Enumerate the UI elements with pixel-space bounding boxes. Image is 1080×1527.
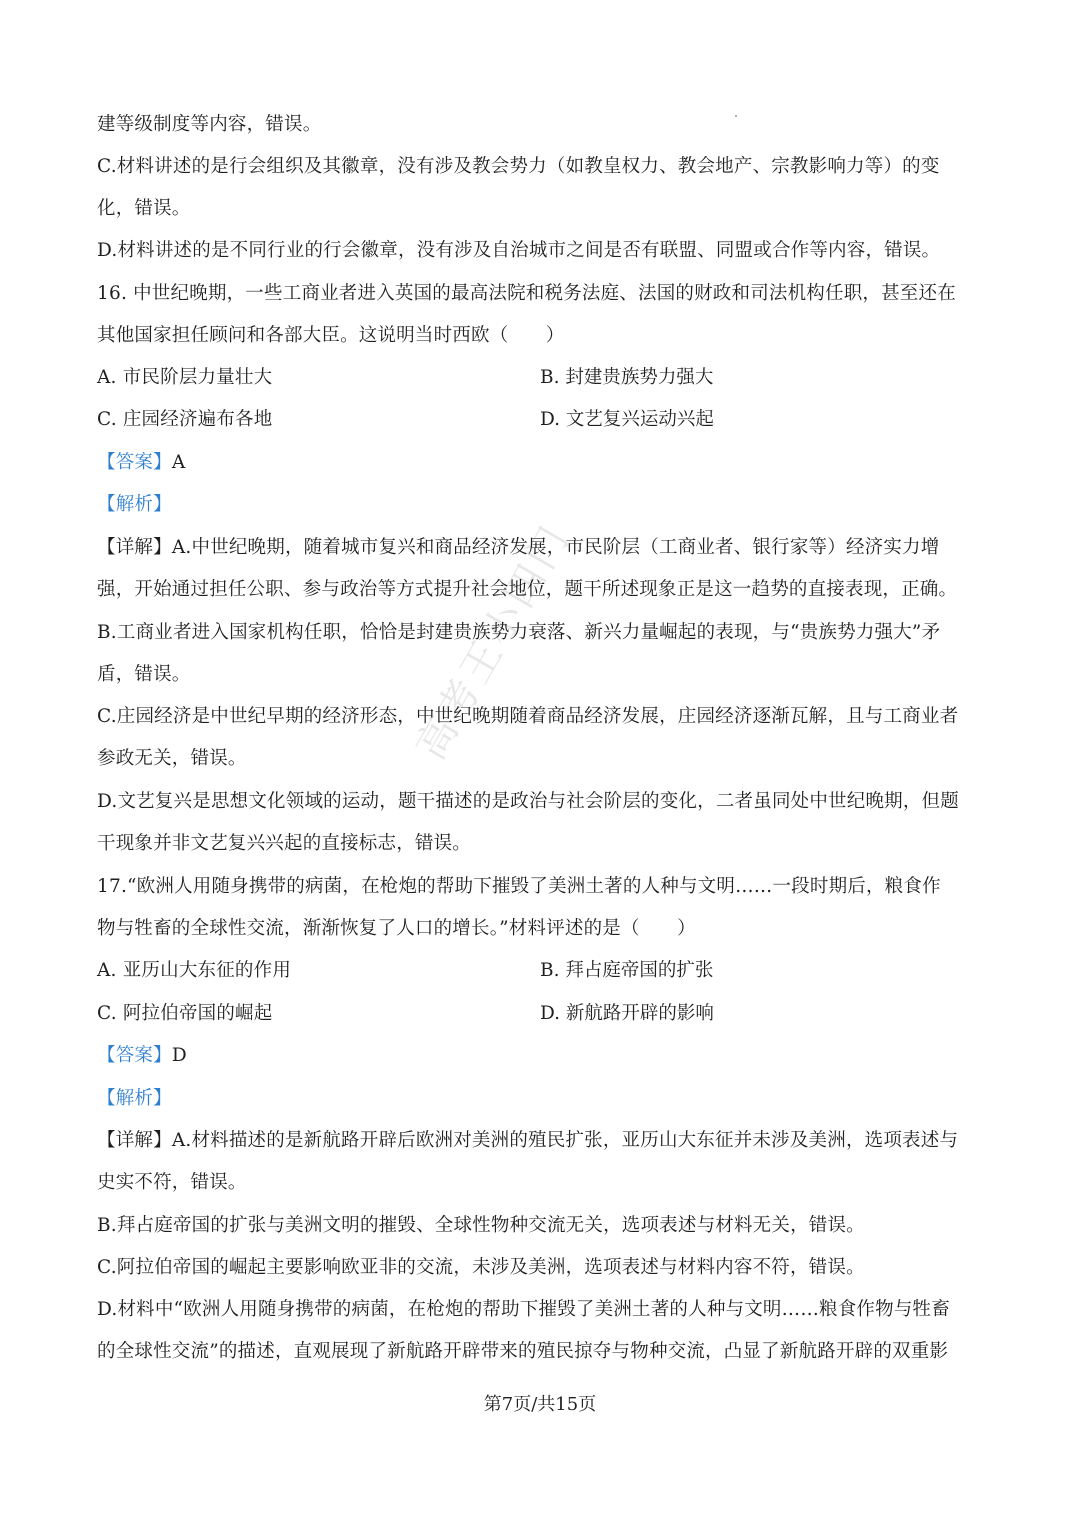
- text-line: B.工商业者进入国家机构任职，恰恰是封建贵族势力衰落、新兴力量崛起的表现，与“贵族势力强大”矛: [97, 622, 941, 643]
- analysis-tag: 【解析】: [97, 494, 172, 515]
- question-17-answer: [97, 1043, 982, 1069]
- text-line: 参政无关，错误。: [97, 748, 247, 769]
- answer-tag: 【答案】: [97, 452, 172, 473]
- question-16-stem: 其他国家担任顾问和各部大臣。这说明当时西欧（ ）: [97, 325, 565, 346]
- question-16-detail: [97, 535, 982, 561]
- question-17-option-b: B. 拜占庭帝国的扩张: [540, 960, 714, 981]
- question-16-option-b: B. 封建贵族势力强大: [540, 367, 714, 388]
- text-line: C.阿拉伯帝国的崛起主要影响欧亚非的交流，未涉及美洲，选项表述与材料内容不符，错误。: [97, 1257, 865, 1278]
- text-line: 史实不符，错误。: [97, 1172, 247, 1193]
- answer-value: D: [171, 1045, 187, 1066]
- question-17-stem: 17.“欧洲人用随身携带的病菌，在枪炮的帮助下摧毁了美洲土著的人种与文明……一段时期后，粮食作: [97, 876, 941, 897]
- detail-text: A.材料描述的是新航路开辟后欧洲对美洲的殖民扩张，亚历山大东征并未涉及美洲，选项表述与: [171, 1130, 959, 1151]
- detail-tag: 【详解】: [97, 537, 172, 558]
- text-line: D.材料中“欧洲人用随身携带的病菌，在枪炮的帮助下摧毁了美洲土著的人种与文明……粮食作物与牲畜: [97, 1299, 950, 1320]
- text-line: D.材料讲述的是不同行业的行会徽章，没有涉及自治城市之间是否有联盟、同盟或合作等内容，错误。: [97, 240, 941, 261]
- text-line: C.材料讲述的是行会组织及其徽章，没有涉及教会势力（如教皇权力、教会地产、宗教影响力等）的变: [97, 156, 940, 177]
- text-line: D.文艺复兴是思想文化领域的运动，题干描述的是政治与社会阶层的变化，二者虽同处中世纪晚期，但题: [97, 791, 959, 812]
- detail-text: A.中世纪晚期，随着城市复兴和商品经济发展，市民阶层（工商业者、银行家等）经济实力增: [171, 537, 940, 558]
- question-16-stem: 16. 中世纪晚期，一些工商业者进入英国的最高法院和税务法庭、法国的财政和司法机构任职，甚至还在: [97, 283, 956, 304]
- question-17-stem: 物与牲畜的全球性交流，渐渐恢复了人口的增长。”材料评述的是（ ）: [97, 918, 696, 939]
- answer-tag: 【答案】: [97, 1045, 172, 1066]
- question-16-answer: [97, 450, 982, 476]
- question-16-option-c: C. 庄园经济遍布各地: [97, 409, 273, 430]
- text-line: 的全球性交流”的描述，直观展现了新航路开辟带来的殖民掠夺与物种交流，凸显了新航路开辟的双重影: [97, 1341, 949, 1362]
- question-17-option-a: A. 亚历山大东征的作用: [97, 960, 292, 981]
- question-17-analysis: [97, 1086, 982, 1112]
- text-line: 强，开始通过担任公职、参与政治等方式提升社会地位，题干所述现象正是这一趋势的直接表现，正确。: [97, 579, 958, 600]
- analysis-tag: 【解析】: [97, 1088, 172, 1109]
- watermark-text: 高考王小四门: [407, 515, 580, 768]
- text-line: B.拜占庭帝国的扩张与美洲文明的摧毁、全球性物种交流无关，选项表述与材料无关，错误。: [97, 1215, 865, 1236]
- question-17-option-c: C. 阿拉伯帝国的崛起: [97, 1003, 273, 1024]
- question-17-detail: [97, 1128, 982, 1154]
- page-footer: 第7页/共15页: [483, 1394, 597, 1415]
- question-16-option-a: A. 市民阶层力量壮大: [97, 367, 273, 388]
- text-line: C.庄园经济是中世纪早期的经济形态，中世纪晚期随着商品经济发展，庄园经济逐渐瓦解，且与工商业者: [97, 706, 959, 727]
- text-line: 化，错误。: [97, 198, 191, 219]
- text-line: 盾，错误。: [97, 664, 191, 685]
- detail-tag: 【详解】: [97, 1130, 172, 1151]
- text-line: 干现象并非文艺复兴兴起的直接标志，错误。: [97, 833, 472, 854]
- text-line: 建等级制度等内容，错误。: [97, 114, 322, 135]
- question-16-option-d: D. 文艺复兴运动兴起: [540, 409, 714, 430]
- answer-value: A: [171, 452, 186, 473]
- question-16-analysis: [97, 492, 982, 518]
- question-17-option-d: D. 新航路开辟的影响: [540, 1003, 714, 1024]
